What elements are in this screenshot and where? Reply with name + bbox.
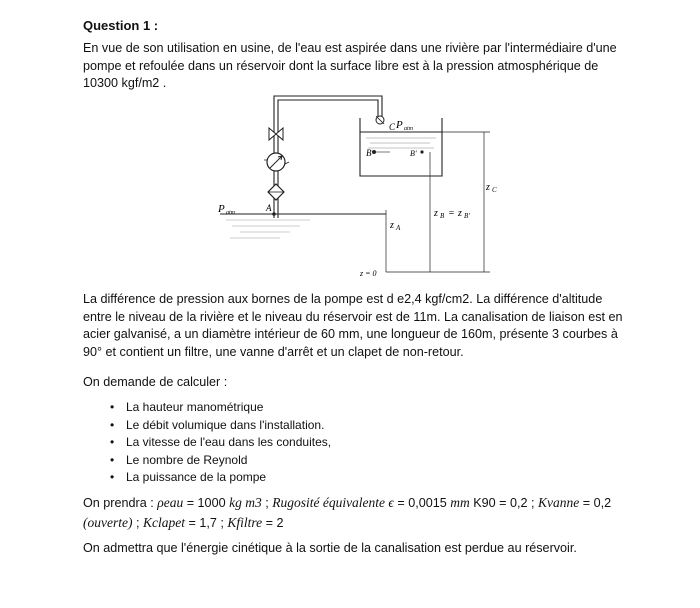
separator: ;: [261, 496, 273, 510]
kclapet-value: = 1,7 ;: [184, 516, 228, 530]
label-za-sub: A: [396, 224, 401, 232]
river: [220, 214, 386, 238]
rho-unit: kg m3: [229, 495, 262, 510]
k90-value: = 0,2 ;: [495, 496, 539, 510]
label-eq: =: [448, 208, 455, 219]
kclapet-label: Kclapet: [142, 515, 185, 530]
label-a: A: [266, 203, 272, 213]
river-patm-sub: atm: [226, 210, 235, 216]
reservoir-patm-label: P: [396, 119, 403, 131]
demand-intro: On demande de calculer :: [83, 375, 228, 389]
kfiltre-value: = 2: [262, 516, 284, 530]
label-c: C: [389, 122, 396, 132]
label-zb-sub: B: [440, 212, 445, 220]
label-z0: z = 0: [360, 269, 377, 278]
kfiltre-label: Kfiltre: [227, 515, 263, 530]
label-b-prime: B': [410, 149, 417, 158]
given-values: [83, 493, 631, 533]
label-b: B: [366, 148, 372, 158]
roughness-unit: mm: [450, 495, 470, 510]
description-paragraph: La différence de pression aux bornes de la pompe est d e2,4 kgf/cm2. La différence d'altitude entre le niveau de la rivière et le niveau du réservoir est de 11m. La canalisation de liaison est en acier galvanisé, a un diamètre intérieur de 60 mm, une longueur de 160m, présente 3 courbes à 90° et contient un filtre, une vanne d'arrêt et un clapet de non-retour.: [83, 292, 623, 359]
k90-label: K90: [469, 496, 496, 510]
intro-paragraph: En vue de son utilisation en usine, de l'eau est aspirée dans une rivière par l'intermédiaire d'une pompe et refoulée dans un réservoir dont la surface libre est à la pression atmosphérique de 10300 kgf/m2 .: [83, 41, 617, 90]
label-zb2-sub: B': [464, 212, 470, 220]
label-zb: z: [434, 208, 438, 219]
label-za: z: [390, 220, 394, 231]
label-zc-sub: C: [492, 186, 497, 194]
filter-icon: [268, 184, 284, 200]
river-patm-label: P: [218, 203, 225, 215]
roughness-value: = 0,0015: [393, 496, 451, 510]
question-list: [110, 399, 530, 487]
label-zb2: z: [458, 208, 462, 219]
kvanne-label: Kvanne: [538, 495, 580, 510]
rho-value: = 1000: [183, 496, 230, 510]
check-valve-icon: [376, 116, 384, 124]
question-title: Question 1 :: [83, 18, 159, 33]
conclusion-paragraph: On admettra que l'énergie cinétique à la sortie de la canalisation est perdue au réservoir.: [83, 541, 577, 555]
label-zc: z: [486, 182, 490, 193]
reservoir-patm-sub: atm: [404, 126, 413, 132]
list-item: • Le débit volumique dans l'installation.: [110, 417, 530, 435]
list-item: • La hauteur manométrique: [110, 399, 530, 417]
given-prefix: On prendra :: [83, 496, 158, 510]
rho-symbol: ρeau: [157, 495, 184, 510]
list-item: • La puissance de la pompe: [110, 469, 530, 487]
list-item: • Le nombre de Reynold: [110, 452, 530, 470]
pump-icon: [264, 153, 289, 171]
list-item: • La vitesse de l'eau dans les conduites,: [110, 434, 530, 452]
kvanne-value: = 0,2: [579, 496, 612, 510]
separator: ;: [132, 516, 143, 530]
roughness-label: Rugosité équivalente ϵ: [272, 495, 394, 510]
shutoff-valve-icon: [269, 128, 283, 140]
installation-diagram: [190, 88, 520, 278]
ouverte-label: (ouverte): [83, 515, 133, 530]
